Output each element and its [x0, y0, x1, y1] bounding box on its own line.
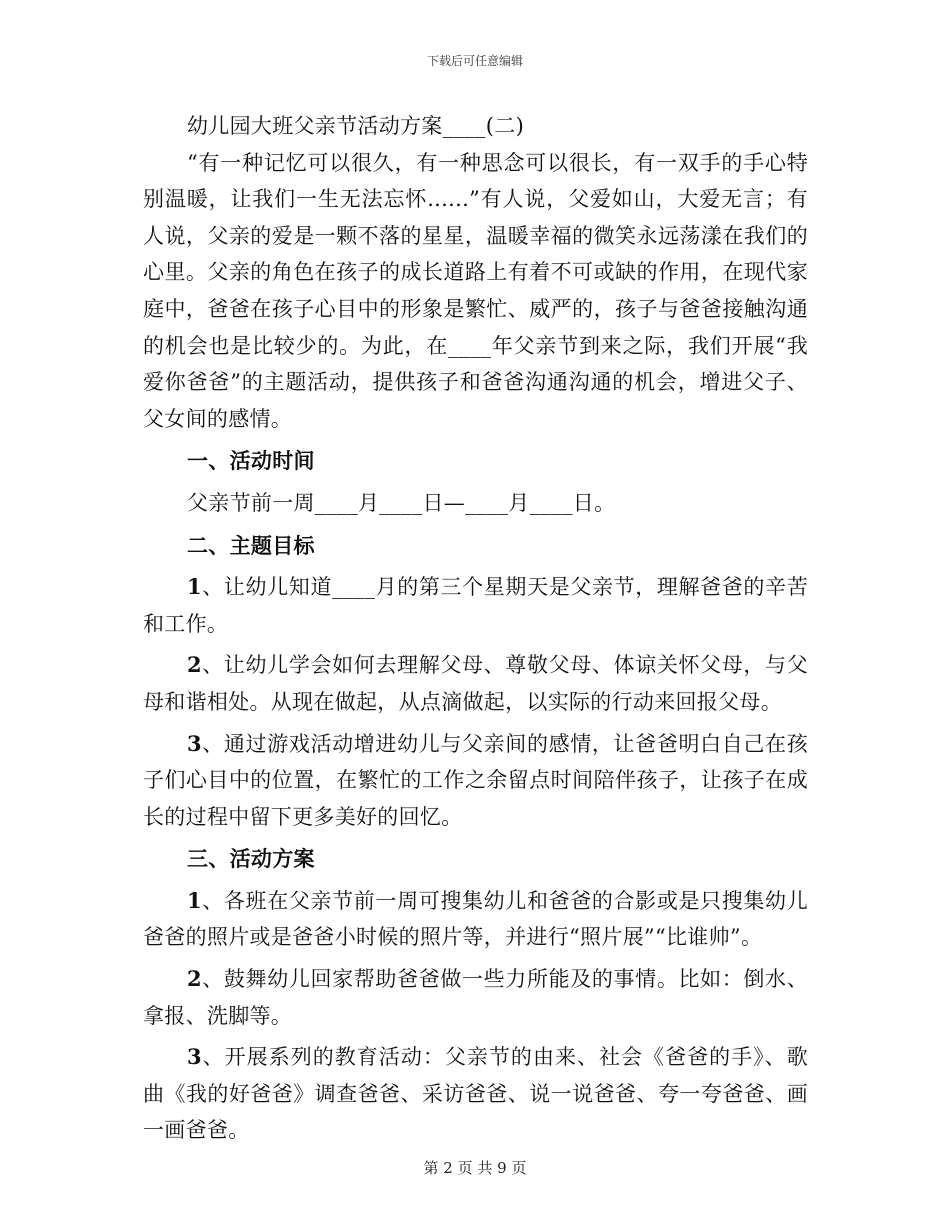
page-header: 下载后可任意编辑	[426, 54, 523, 68]
plan-item-number: 2	[187, 966, 202, 992]
goal-item	[143, 721, 808, 836]
goal-item-text: 、让幼儿学会如何去理解父母、尊敬父母、体谅关怀父母，与父母和谐相处。从现在做起，从点滴做起，以实际的行动来回报父母。	[143, 653, 808, 714]
plan-item	[143, 878, 808, 956]
goal-item-number: 1	[187, 574, 202, 600]
section-time-text: 父亲节前一周____月____日—____月____日。	[187, 490, 616, 515]
document-body	[143, 108, 808, 1149]
page-footer: 第 2 页 共 9 页	[423, 1159, 527, 1177]
goal-item-number: 2	[187, 652, 202, 678]
plan-item	[143, 1034, 808, 1149]
section-heading-goals: 二、主题目标	[187, 532, 315, 558]
document-title: 幼儿园大班父亲节活动方案____(二)	[187, 114, 525, 138]
goal-item-text: 、让幼儿知道____月的第三个星期天是父亲节，理解爸爸的辛苦和工作。	[143, 575, 808, 636]
plan-item-text: 、开展系列的教育活动：父亲节的由来、社会《爸爸的手》、歌曲《我的好爸爸》调查爸爸、采访爸爸、说一说爸爸、夸一夸爸爸、画一画爸爸。	[143, 1045, 808, 1143]
goal-item-number: 3	[187, 730, 202, 756]
goal-item-text: 、通过游戏活动增进幼儿与父亲间的感情，让爸爸明白自己在孩子们心目中的位置，在繁忙的工作之余留点时间陪伴孩子，让孩子在成长的过程中留下更多美好的回忆。	[143, 731, 808, 829]
goal-item	[143, 564, 808, 642]
plan-item-number: 1	[187, 887, 202, 913]
section-heading-time: 一、活动时间	[187, 448, 315, 474]
plan-item-number: 3	[187, 1044, 202, 1070]
plan-item	[143, 956, 808, 1034]
intro-paragraph: “有一种记忆可以很久，有一种思念可以很长，有一双手的手心特别温暖，让我们一生无法忘怀......”有人说，父爱如山，大爱无言；有人说，父亲的爱是一颗不落的星星，温暖幸福的微笑永远荡漾在我们的心里。父亲的角色在孩子的成长道路上有着不可或缺的作用，在现代家庭中，爸爸在孩子心目中的形象是繁忙、威严的，孩子与爸爸接触沟通的机会也是比较少的。为此，在____年父亲节到来之际，我们开展“我爱你爸爸”的主题活动，提供孩子和爸爸沟通沟通的机会，增进父子、父女间的感情。	[143, 150, 808, 431]
goal-item	[143, 642, 808, 720]
section-heading-plan: 三、活动方案	[187, 846, 315, 872]
plan-item-text: 、鼓舞幼儿回家帮助爸爸做一些力所能及的事情。比如：倒水、拿报、洗脚等。	[143, 967, 808, 1028]
plan-item-text: 、各班在父亲节前一周可搜集幼儿和爸爸的合影或是只搜集幼儿爸爸的照片或是爸爸小时候的照片等，并进行“照片展”“比谁帅”。	[143, 888, 808, 950]
